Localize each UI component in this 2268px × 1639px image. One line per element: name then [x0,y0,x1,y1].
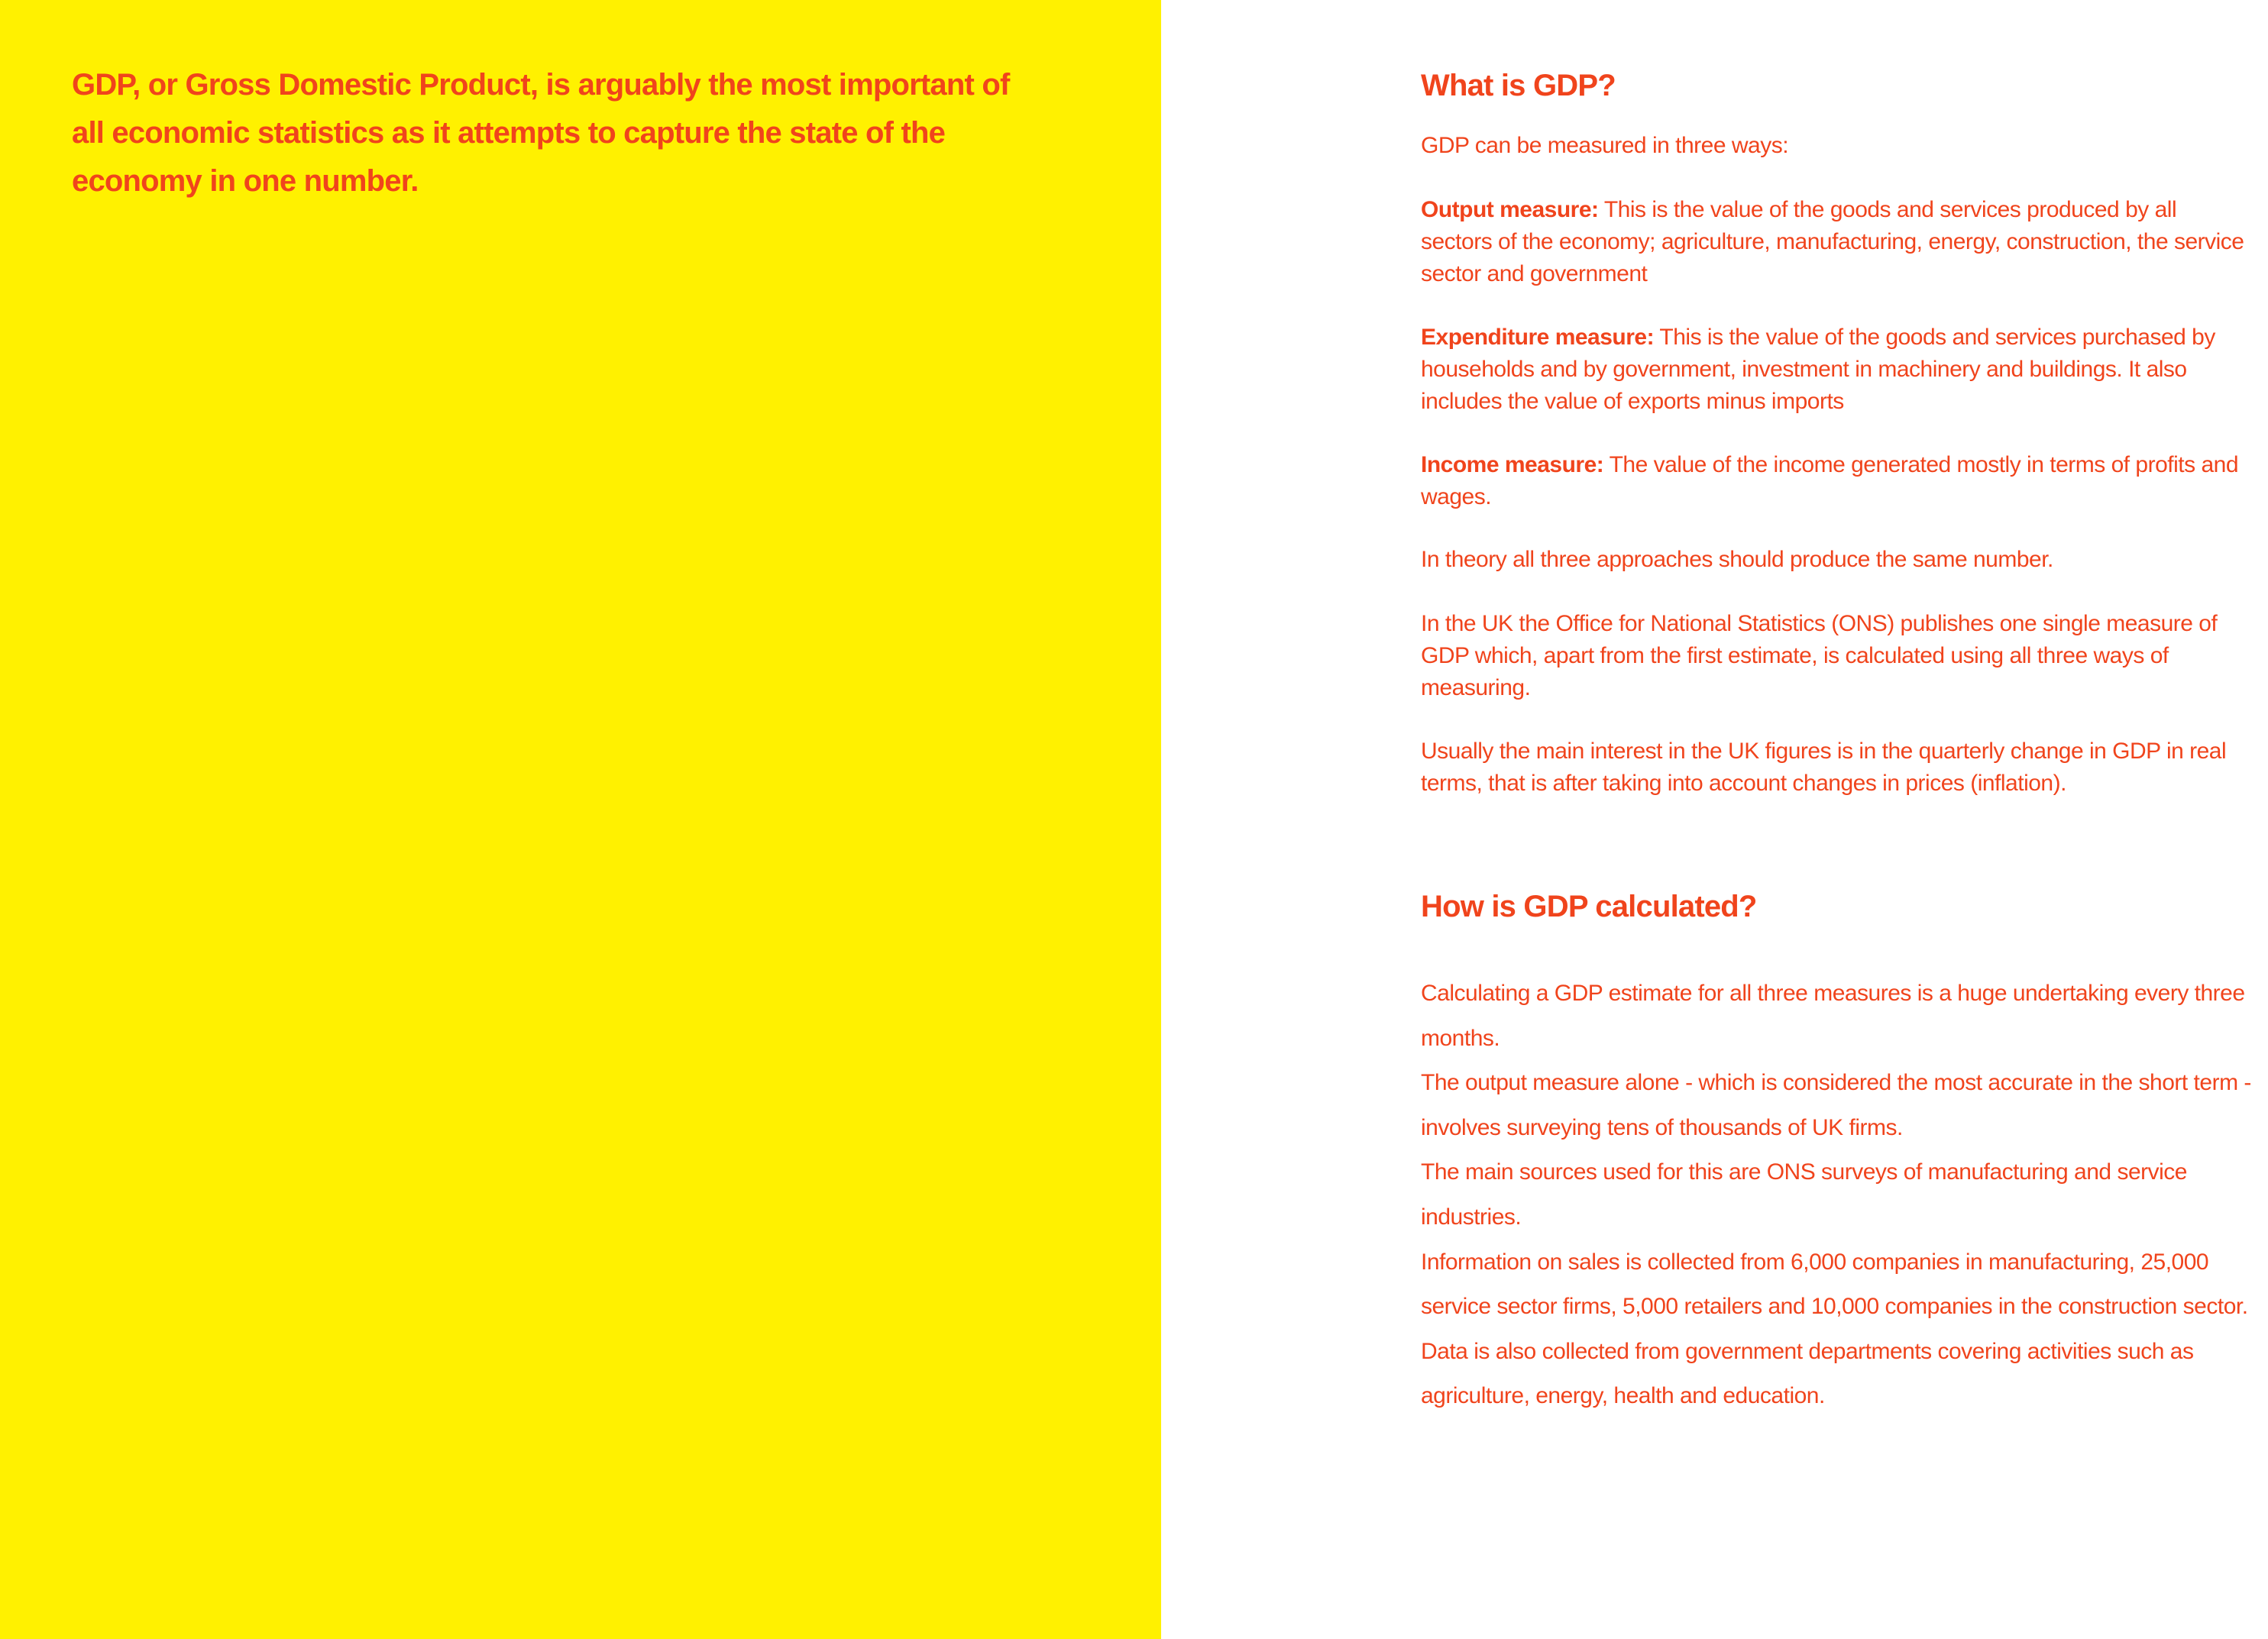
output-measure-label: Output measure: [1421,197,1599,222]
calc-paragraph: Data is also collected from government departments covering activities such as agriculture, energy, health and education. [1421,1338,2194,1409]
calc-paragraph: Information on sales is collected from 6,000 companies in manufacturing, 25,000 service sector firms, 5,000 retailers and 10,000 companies in the construction sector. [1421,1249,2248,1320]
income-measure-text: The value of the income generated mostly in terms of profits and wages. [1421,452,2239,509]
theory-paragraph: In theory all three approaches should produce the same number. [1421,547,2053,572]
expenditure-measure-paragraph [1421,322,2253,418]
heading-what-is-gdp: What is GDP? [1421,69,1616,102]
intro-text: GDP, or Gross Domestic Product, is arguably the most important of all economic statistics as it attempts to capture the state of the economy in one number. [72,68,1010,198]
calc-paragraph: The output measure alone - which is considered the most accurate in the short term - involves surveying tens of thousands of UK firms. [1421,1070,2251,1140]
expenditure-measure-text: This is the value of the goods and services purchased by households and by government, investment in machinery and buildings. It also includes the value of exports minus imports [1421,325,2215,414]
output-measure-text: This is the value of the goods and services produced by all sectors of the economy; agriculture, manufacturing, energy, construction, the service sector and government [1421,197,2244,286]
calculation-paragraphs [1421,971,2253,1419]
calc-paragraph: Calculating a GDP estimate for all three measures is a huge undertaking every three months. [1421,981,2245,1051]
heading-how-is-gdp-calculated: How is GDP calculated? [1421,890,1757,923]
income-measure-paragraph [1421,449,2253,513]
output-measure-paragraph [1421,194,2253,290]
calc-paragraph: The main sources used for this are ONS surveys of manufacturing and service industries. [1421,1159,2187,1230]
content-column [1421,0,2253,1639]
ons-paragraph: In the UK the Office for National Statistics (ONS) publishes one single measure of GDP which, apart from the first estimate, is calculated using all three ways of measuring. [1421,611,2218,700]
income-measure-label: Income measure: [1421,452,1604,477]
quarterly-change-paragraph: Usually the main interest in the UK figures is in the quarterly change in GDP in real terms, that is after taking into account changes in prices (inflation). [1421,739,2227,796]
expenditure-measure-label: Expenditure measure: [1421,325,1655,350]
lead-paragraph: GDP can be measured in three ways: [1421,133,1789,158]
